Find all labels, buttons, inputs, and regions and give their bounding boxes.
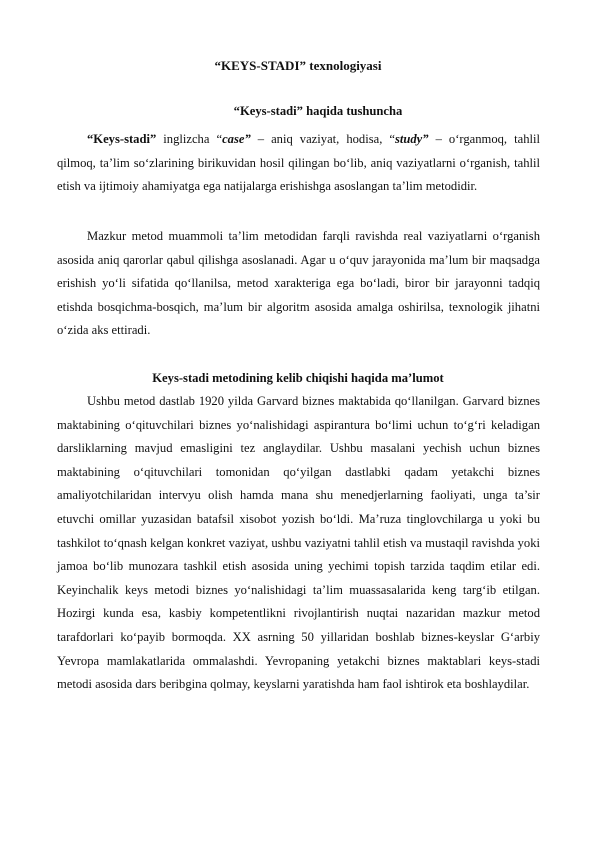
section-heading-origin: Keys-stadi metodining kelib chiqishi haqida ma’lumot	[152, 371, 444, 385]
section-heading-concept: “Keys-stadi” haqida tushuncha	[233, 104, 403, 118]
text-segment: inglizcha “	[156, 132, 223, 146]
document-title: “KEYS-STADI” texnologiyasi	[214, 58, 382, 73]
term-case: case”	[222, 132, 251, 146]
term-study: study”	[394, 132, 429, 146]
text-segment: – aniq vaziyat, hodisa, “	[250, 132, 395, 146]
paragraph-method-description: Mazkur metod muammoli ta’lim metodidan farqli ravishda real vaziyatlarni o‘rganish asosida aniq qarorlar qabul qilishga asoslanadi. Agar u o‘quv jarayonida ma’lum bir maqsadga erishish yo‘li sifatida qo‘llanilsa, metod xarakteriga ega bo‘ladi, biror bir jarayonni tadqiq etishda bosqichma-bosqich, ma’lum bir algoritm asosida amalga oshirilsa, texnologik jihatni o‘zida aks ettiradi.	[57, 229, 540, 338]
paragraph-definition	[57, 128, 540, 199]
paragraph-origin-history: Ushbu metod dastlab 1920 yilda Garvard biznes maktabida qo‘llanilgan. Garvard biznes maktabining o‘qituvchilari biznes yo‘nalishidagi aspirantura bo‘limi uchun to‘g‘ri keladigan darsliklarning mavjud emasligini tez anglaydilar. Ushbu masalani yechish uchun biznes maktabining o‘qituvchilari tomonidan qo‘yilgan dastlabki qadam yetakchi biznes amaliyotchilaridan intervyu olish hamda mana shu menedjerlarning faoliyati, unga ta’sir etuvchi omillar yuzasidan batafsil xisobot yozish bo‘ldi. Ma’ruza tinglovchilarga u yoki bu tashkilot to‘qnash kelgan konkret vaziyat, ushbu vaziyatni tahlil etish va mustaqil ravishda yoki jamoa bo‘lib munozara tashkil etish asosida uning yechimi topish tarzida taqdim etilar edi. Keyinchalik keys metodi biznes yo‘nalishidagi ta’lim muassasalarida keng targ‘ib etilgan. Hozirgi kunda esa, kasbiy kompetentlikni rivojlantirish nuqtai nazaridan mazkur metod tarafdorlari ko‘payib bormoqda. XX asrning 50 yillaridan boshlab biznes-keyslar G‘arbiy Yevropa mamlakatlarida ommalashdi. Yevropaning yetakchi biznes maktablari keys-stadi metodi asosida dars beribgina qolmay, keyslarni yaratishda ham faol ishtirok eta boshlaydilar.	[57, 394, 540, 692]
text-segment: – o‘rganmoq, tahlil qilmoq, ta’lim so‘zlarining birikuvidan hosil qilingan bo‘lib, aniq vaziyatlarni o‘rganish, tahlil etish va ijtimoiy ahamiyatga ega natijalarga erishishga asoslangan ta’lim metodidir.	[57, 132, 540, 194]
term-keys-stadi: “Keys-stadi”	[87, 132, 157, 146]
